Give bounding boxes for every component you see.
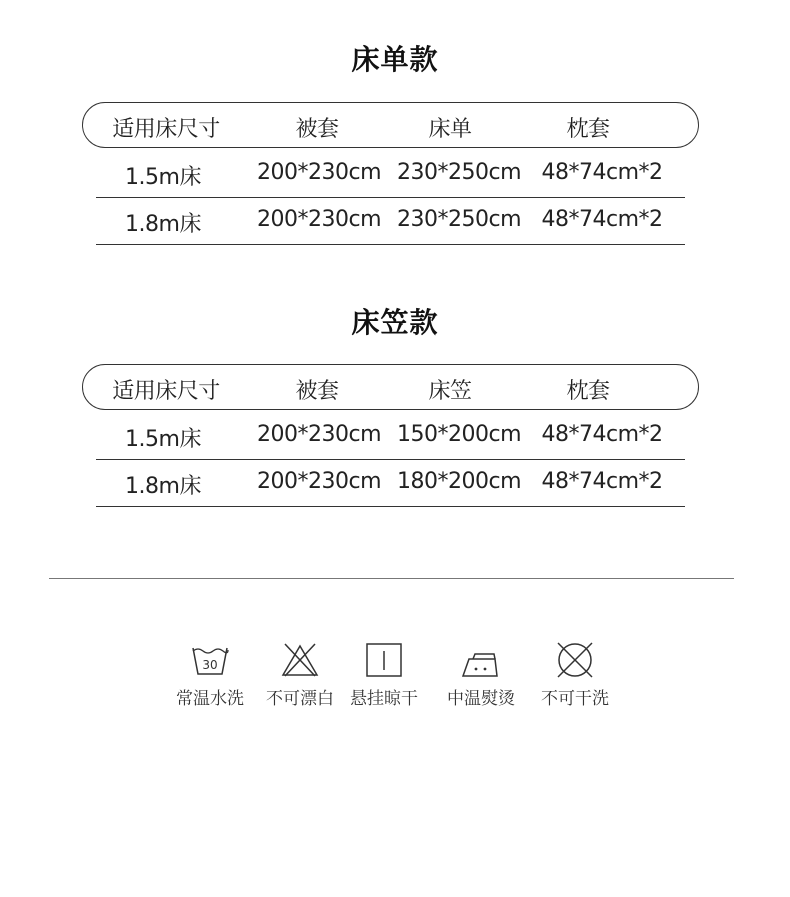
table1-cell: 1.5m床 [125, 165, 201, 190]
table1-cell: 230*250cm [396, 160, 522, 185]
no-dry-clean-icon [555, 642, 595, 678]
table2-cell: 200*230cm [256, 422, 382, 447]
care-label: 不可漂白 [266, 689, 334, 709]
hang-dry-icon [364, 642, 404, 678]
table1-cell: 230*250cm [396, 207, 522, 232]
table1-header-pillowcase: 枕套 [566, 117, 610, 142]
table1-title: 床单款 [351, 43, 439, 76]
no-bleach-icon [280, 642, 320, 678]
table2-cell: 180*200cm [396, 469, 522, 494]
table2-header-fitted-sheet: 床笠 [428, 379, 472, 404]
table2-header-pillowcase: 枕套 [566, 379, 610, 404]
table2-row-divider [96, 506, 685, 507]
table1-header-duvet: 被套 [295, 117, 339, 142]
care-label: 常温水洗 [176, 689, 244, 709]
table1-row-divider [96, 197, 685, 198]
table1-cell: 200*230cm [256, 160, 382, 185]
table2-cell: 150*200cm [396, 422, 522, 447]
table1-cell: 1.8m床 [125, 212, 201, 237]
table1-header-sheet: 床单 [428, 117, 472, 142]
table2-header-duvet: 被套 [295, 379, 339, 404]
table2-row-divider [96, 459, 685, 460]
table1-header-size: 适用床尺寸 [112, 117, 220, 142]
care-label: 中温熨烫 [447, 689, 515, 709]
care-item-hang-dry [334, 642, 434, 709]
table1-cell: 48*74cm*2 [541, 207, 663, 232]
table1-cell: 200*230cm [256, 207, 382, 232]
table1-cell: 48*74cm*2 [541, 160, 663, 185]
care-label: 悬挂晾干 [350, 689, 418, 709]
iron-medium-icon [461, 642, 501, 678]
care-item-iron [431, 642, 531, 709]
care-item-no-dry-clean [525, 642, 625, 709]
table1-row-divider [96, 244, 685, 245]
table2-cell: 1.5m床 [125, 427, 201, 452]
table2-cell: 48*74cm*2 [541, 422, 663, 447]
table2-cell: 200*230cm [256, 469, 382, 494]
table2-cell: 1.8m床 [125, 474, 201, 499]
wash-temperature: 30 [202, 658, 218, 672]
care-label: 不可干洗 [541, 689, 609, 709]
care-item-wash [160, 642, 260, 709]
table2-header-size: 适用床尺寸 [112, 379, 220, 404]
section-divider [49, 578, 734, 579]
wash-30-icon [190, 642, 230, 678]
table2-title: 床笠款 [351, 306, 439, 339]
table2-cell: 48*74cm*2 [541, 469, 663, 494]
